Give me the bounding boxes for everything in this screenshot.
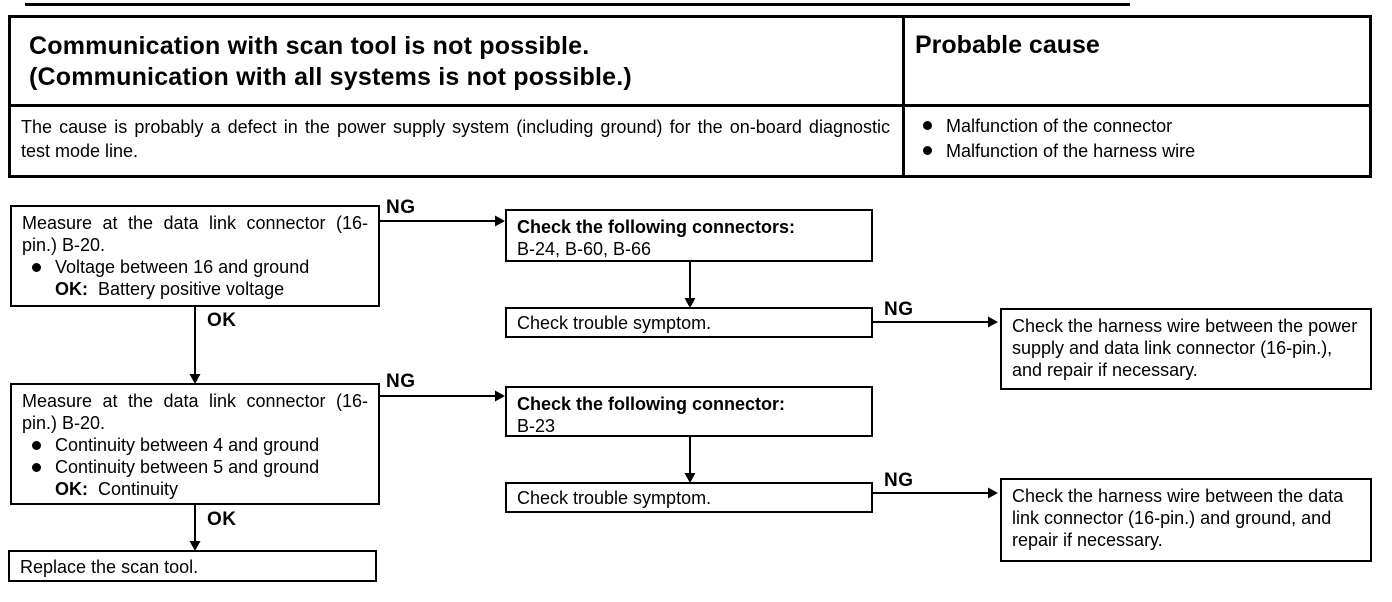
arrow-connectors2-to-symptom2	[685, 437, 696, 483]
bullet-text: Voltage between 16 and ground	[55, 257, 310, 277]
flow-box-repair-power-harness	[1000, 308, 1372, 390]
cause-list-item	[913, 114, 1361, 139]
flow-box-measure-voltage	[10, 205, 380, 307]
flow-box-repair-ground-harness	[1000, 478, 1372, 562]
flow-box-measure-continuity	[10, 383, 380, 505]
bullet-icon	[32, 463, 41, 472]
box-bullet-item	[22, 456, 368, 478]
probable-cause-list-cell	[905, 107, 1369, 175]
ng-label-symptom1: NG	[884, 299, 914, 320]
flow-box-check-symptom-1	[505, 307, 873, 338]
ok-label-measure1: OK	[207, 310, 237, 331]
box-text: Check trouble symptom.	[517, 313, 712, 333]
flow-box-check-connector	[505, 386, 873, 437]
cause-list-item	[913, 139, 1361, 164]
bullet-icon	[923, 146, 932, 155]
arrow-ok-measure1-to-measure2	[190, 307, 201, 384]
ok-result-line	[55, 478, 368, 500]
box-text: Check the harness wire between the data link connector (16-pin.) and ground, and repair if necessary.	[1012, 486, 1344, 550]
box-text: Check the harness wire between the power supply and data link connector (16-pin.), and repair if necessary.	[1012, 316, 1358, 380]
arrow-connectors1-to-symptom1	[685, 262, 696, 308]
symptom-header-cell	[11, 18, 905, 107]
probable-cause-label: Probable cause	[915, 31, 1100, 59]
ok-key: OK:	[55, 479, 88, 499]
ng-label-symptom2: NG	[884, 470, 914, 491]
symptom-title-line2: (Communication with all systems is not possible.)	[29, 63, 632, 91]
scan-artifact-line	[25, 3, 1130, 6]
box-text: Replace the scan tool.	[20, 557, 199, 577]
bullet-icon	[32, 441, 41, 450]
box-bullet-item	[22, 434, 368, 456]
ok-key: OK:	[55, 279, 88, 299]
box-heading: Check the following connectors:	[517, 217, 796, 237]
flow-box-check-symptom-2	[505, 482, 873, 513]
connector-list: B-23	[517, 416, 556, 436]
connector-list: B-24, B-60, B-66	[517, 239, 652, 259]
ok-value: Continuity	[98, 479, 179, 499]
ok-value: Battery positive voltage	[98, 279, 285, 299]
cause-description-cell	[11, 107, 905, 175]
box-title: Measure at the data link connector (16-pin.) B-20.	[22, 213, 368, 255]
cause-description: The cause is probably a defect in the power supply system (including ground) for the on-board diagnostic test mode line.	[21, 117, 890, 161]
flow-box-replace-scan-tool	[8, 550, 377, 582]
flow-box-check-connectors	[505, 209, 873, 262]
bullet-icon	[32, 263, 41, 272]
arrow-ok-measure2-to-replace	[190, 505, 201, 551]
ok-result-line	[55, 278, 368, 300]
cause-item-text: Malfunction of the harness wire	[946, 141, 1196, 161]
box-heading: Check the following connector:	[517, 394, 786, 414]
symptom-table	[8, 15, 1372, 178]
box-text: Check trouble symptom.	[517, 488, 712, 508]
bullet-text: Continuity between 5 and ground	[55, 457, 320, 477]
bullet-text: Continuity between 4 and ground	[55, 435, 320, 455]
symptom-title-line1: Communication with scan tool is not possible.	[29, 32, 590, 60]
cause-item-text: Malfunction of the connector	[946, 116, 1173, 136]
bullet-icon	[923, 121, 932, 130]
box-bullet-item	[22, 256, 368, 278]
box-title: Measure at the data link connector (16-pin.) B-20.	[22, 391, 368, 433]
ng-label-measure2: NG	[386, 371, 416, 392]
probable-cause-header-cell	[905, 18, 1369, 107]
ok-label-measure2: OK	[207, 509, 237, 530]
ng-label-measure1: NG	[386, 197, 416, 218]
